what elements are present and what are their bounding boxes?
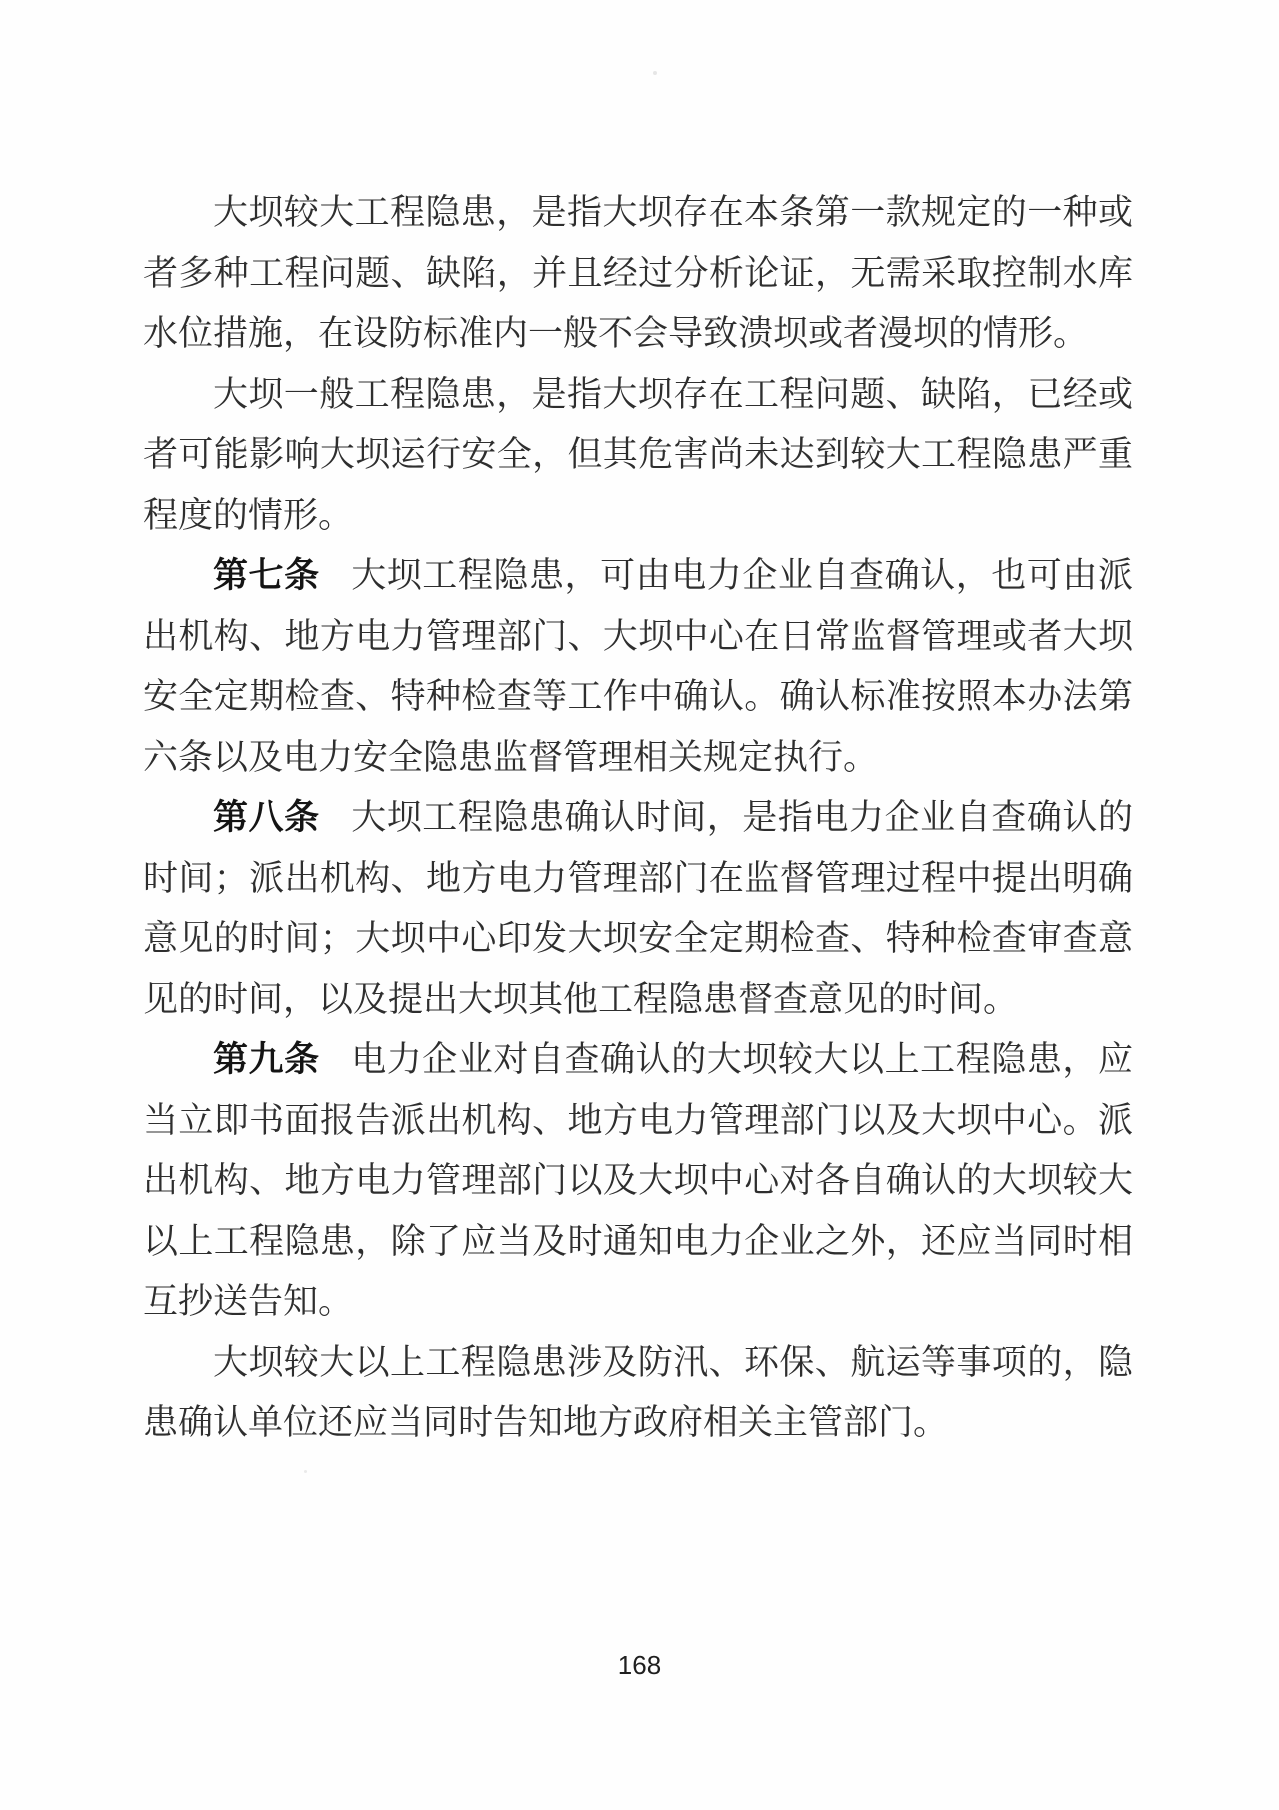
paragraph: [143, 1333, 1133, 1454]
paragraph: [143, 1030, 1133, 1333]
page-number: 168: [617, 1650, 662, 1680]
scan-speck: [653, 71, 657, 75]
paragraph: [143, 183, 1133, 365]
paragraph: [143, 546, 1133, 788]
paragraph-head: 第八条: [213, 798, 320, 837]
paragraph: [143, 365, 1133, 547]
paragraph-text: 大坝工程隐患，可由电力企业自查确认，也可由派出机构、地方电力管理部门、大坝中心在日常监督管理或者大坝安全定期检查、特种检查等工作中确认。确认标准按照本办法第六条以及电力安全隐患监督管理相关规定执行。: [143, 556, 1133, 777]
body-text: [143, 183, 1133, 1454]
scan-speck: [304, 1470, 307, 1473]
paragraph-text: 大坝较大工程隐患，是指大坝存在本条第一款规定的一种或者多种工程问题、缺陷，并且经过分析论证，无需采取控制水库水位措施，在设防标准内一般不会导致溃坝或者漫坝的情形。: [143, 193, 1133, 353]
paragraph-text: 大坝一般工程隐患，是指大坝存在工程问题、缺陷，已经或者可能影响大坝运行安全，但其危害尚未达到较大工程隐患严重程度的情形。: [143, 374, 1133, 535]
paragraph-text: 大坝较大以上工程隐患涉及防汛、环保、航运等事项的，隐患确认单位还应当同时告知地方政府相关主管部门。: [143, 1342, 1133, 1442]
paragraph-text: 大坝工程隐患确认时间，是指电力企业自查确认的时间；派出机构、地方电力管理部门在监督管理过程中提出明确意见的时间；大坝中心印发大坝安全定期检查、特种检查审查意见的时间，以及提出大坝其他工程隐患督查意见的时间。: [143, 798, 1133, 1019]
paragraph: [143, 788, 1133, 1030]
paragraph-head: 第九条: [213, 1040, 320, 1079]
paragraph-head: 第七条: [213, 556, 320, 595]
paragraph-text: 电力企业对自查确认的大坝较大以上工程隐患，应当立即书面报告派出机构、地方电力管理部门以及大坝中心。派出机构、地方电力管理部门以及大坝中心对各自确认的大坝较大以上工程隐患，除了应当及时通知电力企业之外，还应当同时相互抄送告知。: [143, 1040, 1133, 1321]
